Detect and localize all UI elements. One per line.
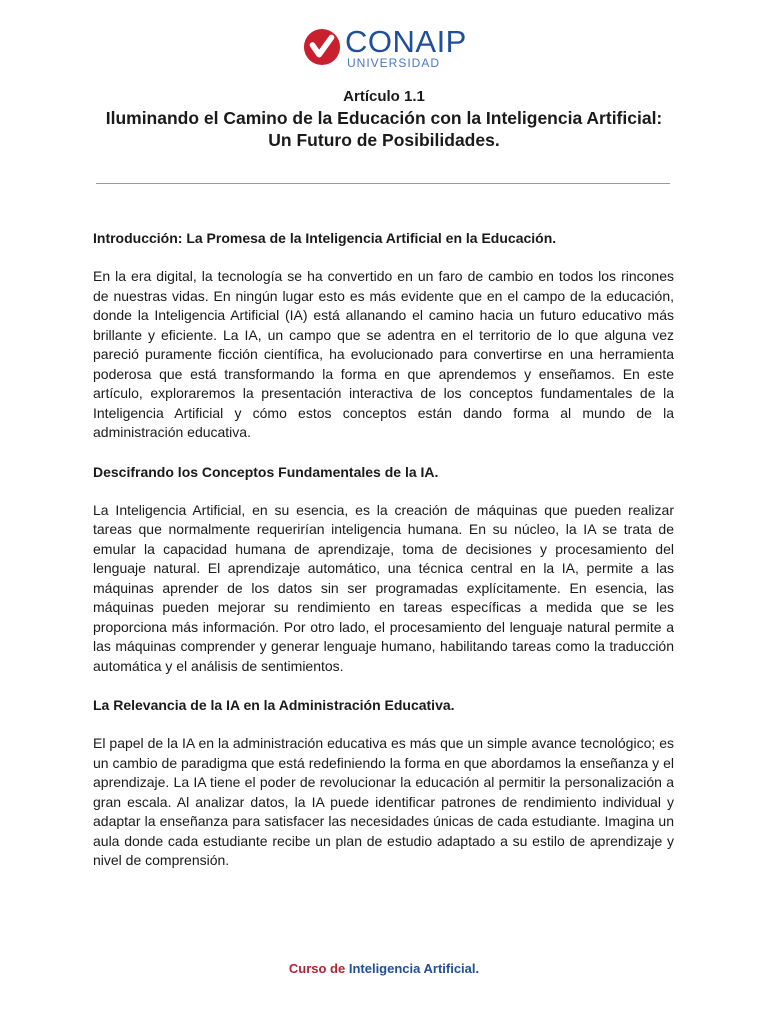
article-body — [93, 228, 674, 871]
article-title — [80, 107, 688, 151]
section-heading-concepts: Descifrando los Conceptos Fundamentales de la IA. — [93, 463, 439, 480]
page-footer — [0, 961, 768, 976]
section-paragraph-intro: En la era digital, la tecnología se ha convertido en un faro de cambio en todos los rincones de nuestras vidas. En ningún lugar esto es más evidente que en el campo de la educación, donde la Inteligencia Artificial (IA) está allanando el camino hacia un futuro educativo más brillante y eficiente. La IA, un campo que se adentra en el territorio de lo que alguna vez pareció puramente ficción científica, ha evolucionado para convertirse en una herramienta poderosa que está transformando la forma en que aprendemos y enseñamos. En este artículo, exploraremos la presentación interactiva de los conceptos fundamentales de la Inteligencia Artificial y cómo estos conceptos están dando forma al mundo de la administración educativa. — [93, 268, 674, 440]
title-line-1: Iluminando el Camino de la Educación con la Inteligencia Artificial: — [105, 108, 663, 128]
section-heading-relevance: La Relevancia de la IA en la Administración Educativa. — [93, 697, 455, 713]
footer-course-label: Curso de — [288, 961, 346, 976]
title-divider — [96, 183, 670, 184]
section-paragraph-concepts: La Inteligencia Artificial, en su esencia, es la creación de máquinas que pueden realizar tareas que normalmente requerirían inteligencia humana. En su núcleo, la IA se trata de emular la capacidad humana de aprendizaje, toma de decisiones y procesamiento del lenguaje natural. El aprendizaje automático, una técnica central en la IA, permite a las máquinas aprender de los datos sin ser programadas explícitamente. En esencia, las máquinas pueden mejorar su rendimiento en tareas específicas a medida que se les proporciona más información. Por otro lado, el procesamiento del lenguaje natural permite a las máquinas comprender y generar lenguaje humano, habilitando tareas como la traducción automática y el análisis de sentimientos. — [93, 501, 674, 674]
logo-wordmark — [345, 23, 467, 70]
title-line-2: Un Futuro de Posibilidades. — [268, 130, 500, 150]
section-paragraph-relevance: El papel de la IA en la administración educativa es más que un simple avance tecnológico; es un cambio de paradigma que está redefiniendo la forma en que abordamos la enseñanza y el aprendizaje. La IA tiene el poder de revolucionar la educación al permitir la personalización a gran escala. Al analizar datos, la IA puede identificar patrones de rendimiento individual y adaptar la enseñanza para satisfacer las necesidades únicas de cada estudiante. Imagina un aula donde cada estudiante recibe un plan de estudio adaptado a su estilo de aprendizaje y nivel de comprensión. — [93, 735, 674, 868]
checkmark-logo-icon — [303, 28, 341, 66]
footer-course-name: Inteligencia Artificial. — [348, 961, 480, 976]
section-heading-intro: Introducción: La Promesa de la Inteligencia Artificial en la Educación. — [93, 230, 557, 246]
article-number: Artículo 1.1 — [343, 88, 425, 105]
logo-brand-text: CONAIP — [345, 23, 467, 59]
conaip-logo — [303, 23, 467, 70]
logo-sub-text: UNIVERSIDAD — [347, 55, 441, 70]
